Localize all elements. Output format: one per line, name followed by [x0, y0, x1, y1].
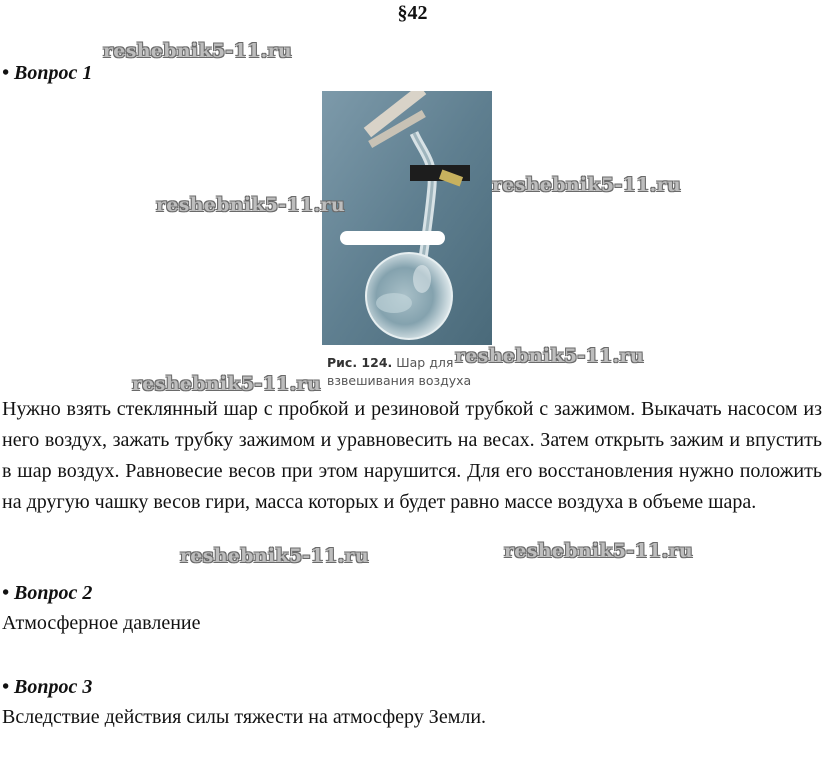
section-heading: §42: [397, 2, 428, 24]
watermark-3: reshebnik5-11.ru: [492, 174, 681, 196]
watermark-5: reshebnik5-11.ru: [132, 373, 321, 395]
watermark-7: reshebnik5-11.ru: [504, 540, 693, 562]
answer-1-text: Нужно взять стеклянный шар с пробкой и резиновой трубкой с зажимом. Выкачать насосом из него воздух, зажать трубку зажимом и уравновесить на весах. Затем открыть зажим и впустить в шар воздух. Равновесие весов при этом нарушится. Для его восстановления нужно положить на другую чашку весов гири, масса которых и будет равно массе воздуха в объеме шара.: [2, 398, 822, 513]
question-3-label: • Вопрос 3: [2, 676, 93, 698]
watermark-6: reshebnik5-11.ru: [180, 545, 369, 567]
watermark-1: reshebnik5-11.ru: [103, 40, 292, 62]
answer-3-text: Вследствие действия силы тяжести на атмосферу Земли.: [2, 706, 487, 728]
figure-number: Рис. 124.: [327, 355, 393, 370]
watermark-2: reshebnik5-11.ru: [156, 194, 345, 216]
watermark-4: reshebnik5-11.ru: [455, 345, 644, 367]
question-1-label: • Вопрос 1: [2, 62, 93, 84]
figure-caption-line1: Шар для: [396, 355, 454, 370]
figure-photo: [322, 91, 492, 345]
answer-2-text: Атмосферное давление: [2, 612, 201, 634]
question-2-label: • Вопрос 2: [2, 582, 93, 604]
figure-caption-line2: взвешивания воздуха: [327, 373, 472, 388]
glass-sphere-image: [322, 91, 492, 345]
